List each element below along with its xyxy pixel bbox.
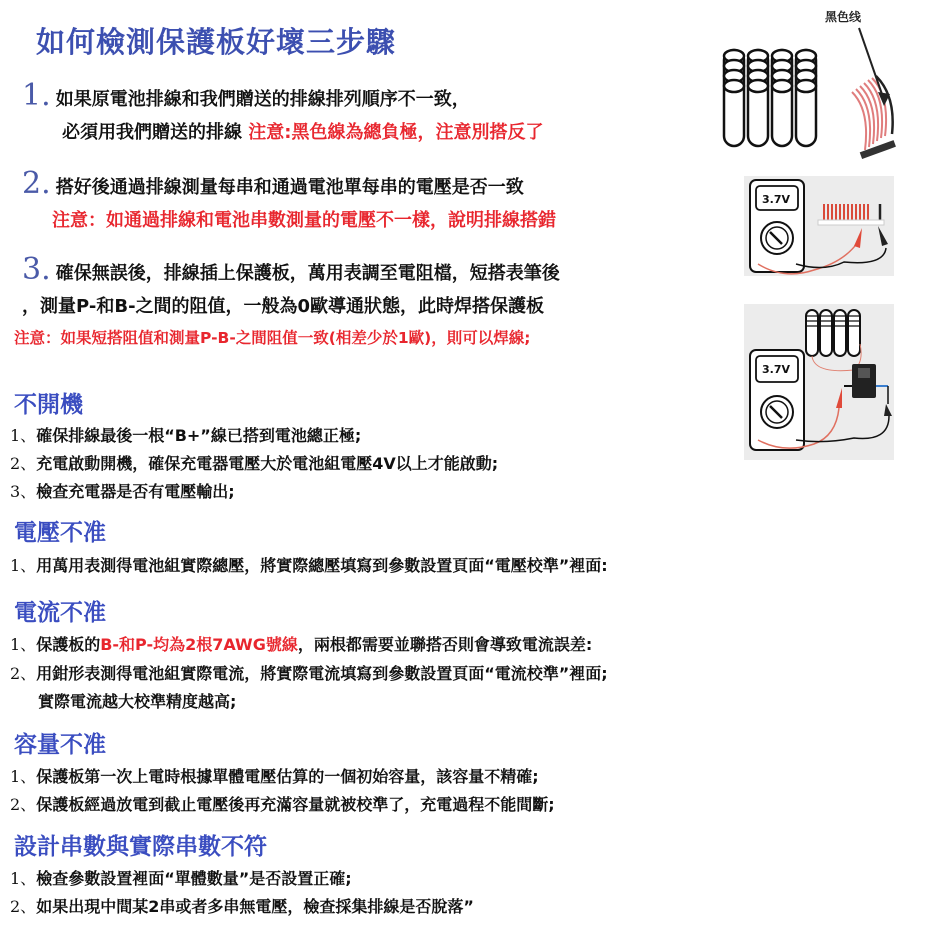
step-2 bbox=[22, 166, 524, 201]
step-text: 必須用我們贈送的排線 bbox=[62, 122, 242, 143]
battery-pack-icon bbox=[720, 0, 910, 160]
section-heading-capacity-inaccurate: 容量不准 bbox=[14, 732, 106, 758]
list-item: 2、保護板經過放電到截止電壓後再充滿容量就被校準了，充電過程不能間斷; bbox=[10, 795, 555, 814]
step-text: 如果原電池排線和我們贈送的排線排列順序不一致， bbox=[55, 89, 470, 110]
multimeter-display: 3.7V bbox=[762, 193, 790, 206]
multimeter-cable-illustration bbox=[744, 176, 894, 276]
list-item: 2、用鉗形表測得電池組實際電流，將實際電流填寫到參數設置頁面“電流校準”裡面; bbox=[10, 664, 608, 683]
step-number: 3. bbox=[22, 252, 51, 287]
step-number: 2. bbox=[22, 166, 51, 201]
multimeter-icon bbox=[744, 176, 894, 276]
list-item: 2、如果出現中間某2串或者多串無電壓，檢查採集排線是否脫落” bbox=[10, 897, 474, 916]
step-number: 1. bbox=[22, 78, 51, 113]
list-item: 1、保護板的B-和P-均為2根7AWG號線，兩根都需要並聯搭否則會導致電流誤差: bbox=[10, 635, 593, 654]
step-3 bbox=[22, 252, 560, 287]
warning-note: 注意：如果短搭阻值和測量P-B-之間阻值一致(相差少於1歐)，則可以焊線; bbox=[14, 329, 531, 347]
list-item: 2、充電啟動開機，確保充電器電壓大於電池組電壓4V以上才能啟動; bbox=[10, 454, 499, 473]
black-wire-label: 黑色线 bbox=[825, 10, 862, 24]
section-heading-no-power: 不開機 bbox=[14, 392, 83, 418]
warning-note: 注意：如通過排線和電池串數測量的電壓不一樣，說明排線搭錯 bbox=[52, 210, 556, 231]
list-item-continuation: 實際電流越大校準精度越高; bbox=[38, 692, 237, 711]
list-item: 1、用萬用表測得電池組實際總壓，將實際總壓填寫到參數設置頁面“電壓校準”裡面: bbox=[10, 556, 608, 575]
list-item: 1、保護板第一次上電時根據單體電壓估算的一個初始容量，該容量不精確; bbox=[10, 767, 539, 786]
page-title: 如何檢測保護板好壞三步驟 bbox=[36, 25, 397, 59]
step-text: ，測量P-和B-之間的阻值，一般為0歐導通狀態，此時焊搭保護板 bbox=[22, 296, 545, 317]
list-item: 1、檢查參數設置裡面“單體數量”是否設置正確; bbox=[10, 869, 352, 888]
section-heading-current-inaccurate: 電流不准 bbox=[14, 600, 106, 626]
step-1-line-2 bbox=[62, 118, 543, 144]
battery-cable-illustration bbox=[720, 0, 910, 160]
multimeter-display: 3.7V bbox=[762, 363, 790, 376]
warning-note: 注意:黑色線為總負極，注意別搭反了 bbox=[248, 122, 544, 143]
section-heading-voltage-inaccurate: 電壓不准 bbox=[14, 520, 106, 546]
step-1 bbox=[22, 78, 470, 113]
list-item: 3、檢查充電器是否有電壓輸出; bbox=[10, 482, 235, 501]
protection-board-test-icon bbox=[744, 304, 894, 460]
list-item: 1、確保排線最後一根“B+”線已搭到電池總正極; bbox=[10, 426, 362, 445]
step-text: 搭好後通過排線測量每串和通過電池單每串的電壓是否一致 bbox=[55, 177, 524, 198]
multimeter-board-illustration bbox=[744, 304, 894, 460]
section-heading-cell-count-mismatch: 設計串數與實際串數不符 bbox=[14, 834, 267, 860]
warning-note: B-和P-均為2根7AWG號線 bbox=[100, 635, 298, 654]
step-text: 確保無誤後，排線插上保護板，萬用表調至電阻檔，短搭表筆後 bbox=[55, 263, 560, 284]
